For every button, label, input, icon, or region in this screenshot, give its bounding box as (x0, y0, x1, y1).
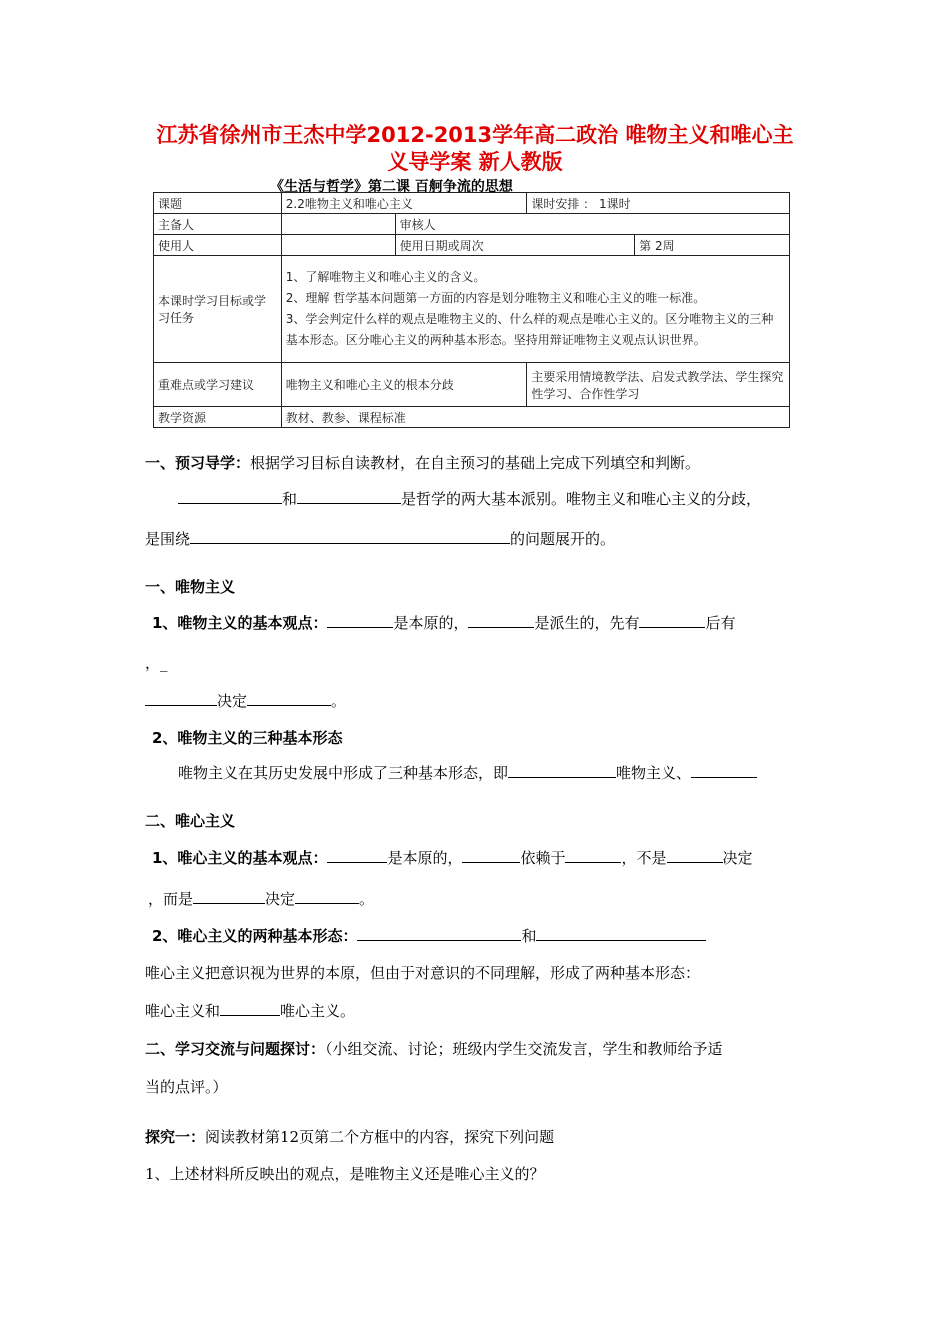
text-segment: 是哲学的两大基本派别。唯物主义和唯心主义的分歧， (401, 490, 762, 508)
fill-line (145, 528, 615, 550)
title-line-2: 义导学案 新人教版 (387, 150, 563, 174)
fill-blank[interactable] (297, 489, 401, 504)
table-row (154, 256, 790, 363)
subheading: 1、唯心主义的基本观点： (152, 849, 328, 867)
preview-heading: 一、预习导学： (145, 454, 251, 472)
text-segment: 唯心主义和 (145, 1002, 221, 1020)
cell-topic-value: 2.2唯物主义和唯心主义 (281, 193, 527, 214)
fill-blank[interactable] (327, 613, 393, 628)
cell-topic-label: 课题 (154, 193, 282, 214)
idealism-heading: 二、唯心主义 (145, 812, 236, 830)
cell-user-value (281, 235, 395, 256)
fill-blank[interactable] (667, 848, 723, 863)
fill-line (178, 488, 761, 510)
text-segment: 唯物主义、 (616, 764, 692, 782)
text-segment: 和 (282, 490, 298, 508)
fill-blank[interactable] (247, 691, 331, 706)
cell-key-label: 重难点或学习建议 (154, 363, 282, 407)
fill-blank[interactable] (220, 1001, 280, 1016)
fill-blank[interactable] (193, 889, 265, 904)
discussion-paragraph (145, 1038, 723, 1060)
fill-blank[interactable] (468, 613, 534, 628)
text-segment: 和 (521, 927, 537, 945)
cell-resources-label: 教学资源 (154, 407, 282, 428)
preview-text: 根据学习目标自读教材，在自主预习的基础上完成下列填空和判断。 (250, 454, 701, 472)
title-line-1: 江苏省徐州市王杰中学2012-2013学年高二政治 唯物主义和唯心主 (156, 123, 794, 147)
text-segment: 是本原的， (393, 614, 469, 632)
text-segment: 依赖于 (520, 849, 566, 867)
lesson-plan-table (153, 192, 790, 428)
fill-blank[interactable] (327, 848, 387, 863)
cell-schedule: 课时安排 ： 1课时 (527, 193, 790, 214)
fill-blank[interactable] (190, 529, 510, 544)
goal-item: 2、理解 哲学基本问题第一方面的内容是划分唯物主义和唯心主义的唯一标准。 (285, 291, 706, 305)
preview-paragraph (145, 452, 700, 474)
fill-line (152, 847, 753, 869)
cell-preparer-value (281, 214, 395, 235)
document-title (130, 122, 820, 176)
text-segment: 是派生的，先有 (534, 614, 640, 632)
explore-paragraph (145, 1126, 554, 1148)
fill-blank[interactable] (462, 848, 520, 863)
cell-goals (281, 256, 789, 363)
cell-date-label: 使用日期或周次 (395, 235, 635, 256)
materialism-heading: 一、唯物主义 (145, 578, 236, 596)
table-row (154, 214, 790, 235)
text-segment: 唯心主义。 (280, 1002, 356, 1020)
cell-reviewer-label: 审核人 (395, 214, 789, 235)
table-row (154, 407, 790, 428)
fill-line (152, 925, 706, 947)
discussion-text: 当的点评。） (145, 1078, 228, 1096)
text-segment: 。 (359, 890, 375, 908)
cell-user-label: 使用人 (154, 235, 282, 256)
fill-line (145, 690, 346, 712)
subheading: 2、唯心主义的两种基本形态： (152, 927, 358, 945)
text-fragment: ，_ (145, 654, 168, 672)
fill-line (148, 888, 374, 910)
fill-blank[interactable] (295, 889, 359, 904)
table-caption: 《生活与哲学》第二课 百舸争流的思想 (270, 179, 513, 195)
fill-blank[interactable] (508, 763, 616, 778)
cell-methods: 主要采用情境教学法、启发式教学法、学生探究性学习、合作性学习 (527, 363, 790, 407)
text-segment: 决定 (217, 692, 248, 710)
fill-blank[interactable] (691, 763, 757, 778)
text-segment: 是围绕 (145, 530, 191, 548)
text-segment: 决定 (265, 890, 296, 908)
text-segment: 。 (331, 692, 347, 710)
table-row (154, 363, 790, 407)
cell-key-points: 唯物主义和唯心主义的根本分歧 (281, 363, 527, 407)
text-segment: 决定 (722, 849, 753, 867)
fill-blank[interactable] (357, 926, 521, 941)
table-row (154, 235, 790, 256)
fill-line (178, 762, 757, 784)
fill-blank[interactable] (639, 613, 705, 628)
fill-blank[interactable] (565, 848, 621, 863)
explore-heading: 探究一： (145, 1128, 206, 1146)
idealism-text: 唯心主义把意识视为世界的本原，但由于对意识的不同理解，形成了两种基本形态： (145, 964, 701, 982)
discussion-heading: 二、学习交流与问题探讨： (145, 1040, 326, 1058)
cell-goals-label: 本课时学习目标或学习任务 (154, 256, 282, 363)
table-row (154, 193, 790, 214)
text-segment: 是本原的， (387, 849, 463, 867)
fill-line (145, 1000, 355, 1022)
text-segment: 的问题展开的。 (510, 530, 616, 548)
fill-blank[interactable] (536, 926, 706, 941)
fill-blank[interactable] (178, 489, 282, 504)
cell-date-value: 第 2周 (635, 235, 790, 256)
text-segment: ，而是 (148, 890, 194, 908)
subheading: 1、唯物主义的基本观点： (152, 614, 328, 632)
cell-resources: 教材、教参、课程标准 (281, 407, 789, 428)
text-segment: ，不是 (621, 849, 667, 867)
text-segment: （小组交流、讨论；班级内学生交流发言，学生和教师给予适 (325, 1040, 723, 1058)
fill-blank[interactable] (145, 691, 217, 706)
text-segment: 后有 (705, 614, 736, 632)
cell-preparer-label: 主备人 (154, 214, 282, 235)
goal-item: 3、学会判定什么样的观点是唯物主义的、什么样的观点是唯心主义的。区分唯物主义的三种基本形态。区分唯心主义的两种基本形态。坚持用辩证唯物主义观点认识世界。 (285, 312, 774, 347)
text-segment: 阅读教材第12页第二个方框中的内容，探究下列问题 (205, 1128, 555, 1146)
goal-item: 1、了解唯物主义和唯心主义的含义。 (285, 270, 486, 284)
question-1: 1、上述材料所反映出的观点，是唯物主义还是唯心主义的？ (145, 1165, 545, 1183)
text-segment: 唯物主义在其历史发展中形成了三种基本形态，即 (178, 764, 509, 782)
fill-line (152, 612, 736, 634)
subheading: 2、唯物主义的三种基本形态 (152, 729, 343, 747)
